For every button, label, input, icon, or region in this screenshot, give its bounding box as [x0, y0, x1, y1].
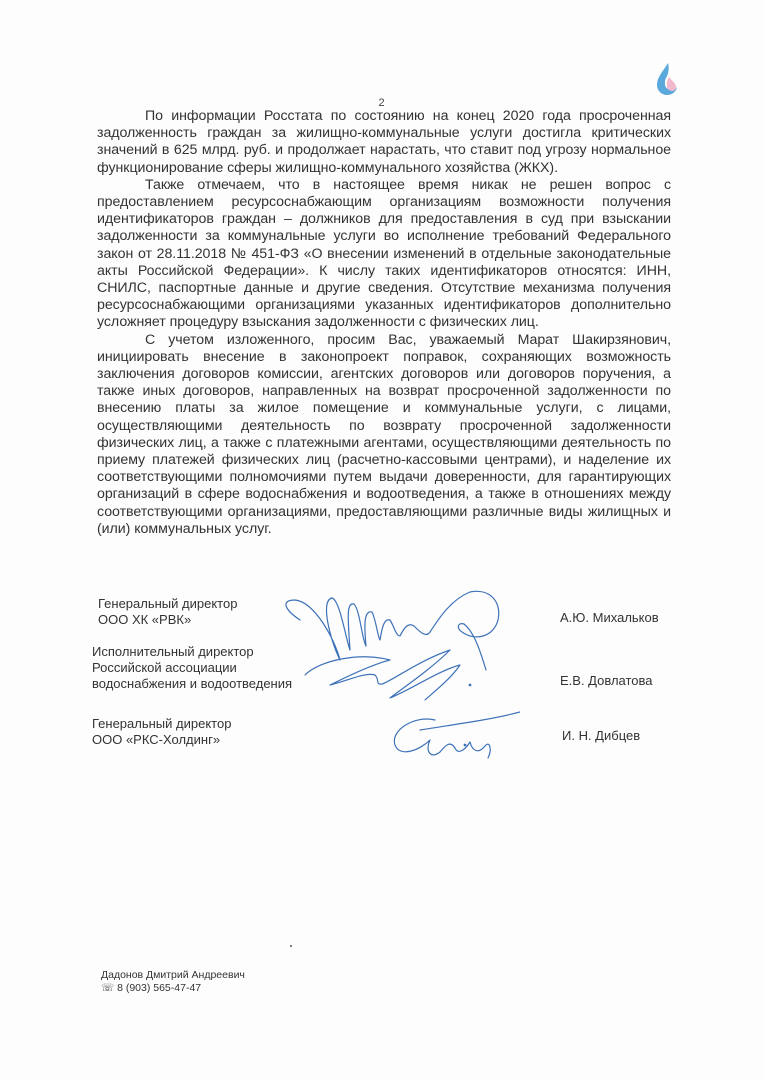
paragraph-debt-statistics: По информации Росстата по состоянию на конец 2020 года просроченная задолженность граждан за жилищно-коммунальные услуги достигла критических значений в 625 млрд. руб. и продолжает нарастать, что ставит под угрозу нормальное функционирование сферы жилищно-коммунального хозяйства (ЖКХ). — [97, 108, 671, 176]
signature-dovlatova — [305, 650, 460, 700]
signature-dibtsev — [394, 712, 520, 758]
contact-phone: 8 (903) 565-47-47 — [117, 982, 202, 994]
signatory-1-name: А.Ю. Михальков — [560, 610, 659, 625]
water-drop-icon — [654, 62, 680, 96]
page-number: 2 — [378, 97, 385, 109]
signatures — [280, 580, 520, 780]
signatory-2-title: Исполнительный директор Российской ассоциации водоснабжения и водоотведения — [92, 644, 293, 691]
signatory-3-title: Генеральный директор ООО «РКС-Холдинг» — [92, 716, 232, 747]
contact-name: Дадонов Дмитрий Андреевич — [101, 969, 245, 981]
paragraph-identifiers: Также отмечаем, что в настоящее время никак не решен вопрос с предоставлением ресурсоснабжающим организациям возможности получения идентификаторов граждан – должников для предоставления в суд при взыскании задолженности за коммунальные услуги во исполнение требований Федерального закон от 28.11.2018 № 451-ФЗ «О внесении изменений в отдельные законодательные акты Российской Федерации». К числу таких идентификаторов относятся: ИНН, СНИЛС, паспортные данные и другие сведения. Отсутствие механизма получения ресурсоснабжающими организациями указанных идентификаторов дополнительно усложняет процедуру взыскания задолженности с физических лиц. — [97, 176, 671, 331]
signatory-1-title: Генеральный директор ООО ХК «РВК» — [98, 596, 238, 627]
signatory-3-name: И. Н. Дибцев — [562, 728, 641, 743]
contact-phone-line — [101, 982, 245, 995]
letter-body — [97, 108, 671, 538]
phone-icon: ☏ — [101, 982, 115, 994]
signatory-2-name: Е.В. Довлатова — [560, 673, 653, 688]
signature-mikhalkov — [286, 591, 499, 670]
paragraph-request: С учетом изложенного, просим Вас, уважаемый Марат Шакирзянович, инициировать внесение в законопроект поправок, сохраняющих возможность заключения договоров комиссии, агентских договоров или договоров поручения, а также иных договоров, направленных на возврат просроченной задолженности по внесению платы за жилое помещение и коммунальные услуги, с лицами, осуществляющими деятельность по возврату просроченной задолженности физических лиц, а также с платежными агентами, осуществляющими деятельность по приему платежей физических лиц (расчетно-кассовыми центрами), и наделение их соответствующими полномочиями путем выдачи доверенности, для гарантирующих организаций в сфере водоснабжения и водоотведения, а также в отношениях между соответствующими организациями, предоставляющими различные виды жилищных и (или) коммунальных услуг. — [97, 331, 671, 537]
scan-speck — [290, 945, 292, 947]
footer-contact — [101, 969, 245, 995]
